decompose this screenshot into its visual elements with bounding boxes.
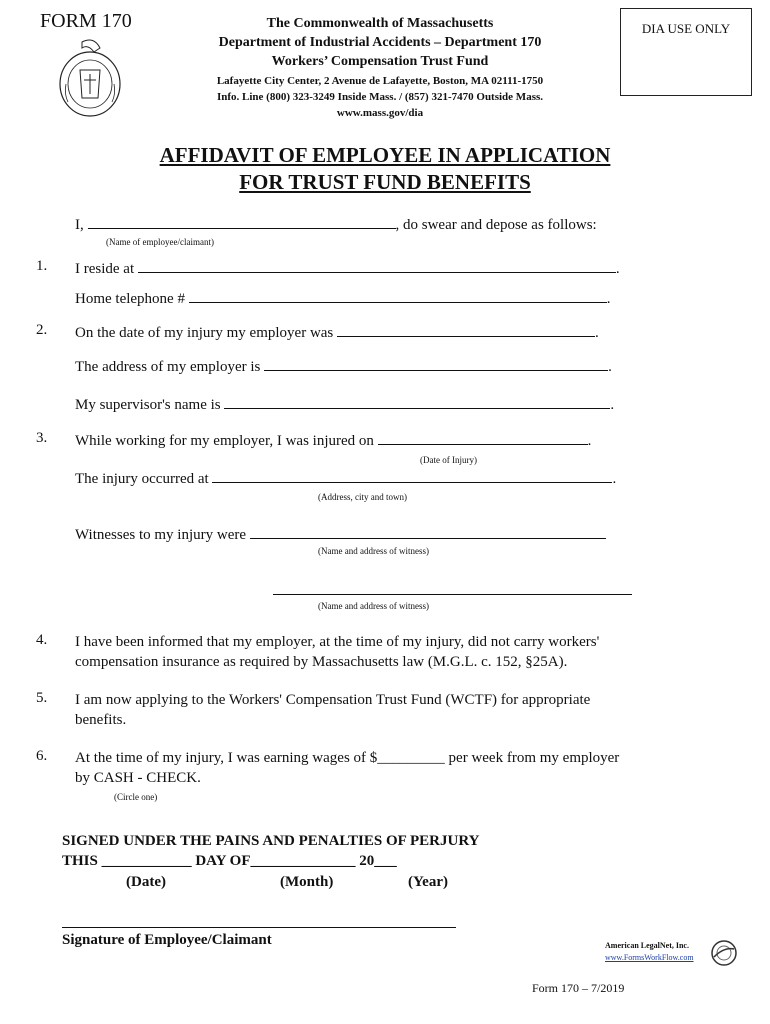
date-label: (Date): [126, 874, 166, 890]
header-line-phone: Info. Line (800) 323-3249 Inside Mass. / (857) 321-7470 Outside Mass.: [216, 91, 544, 103]
item-4-line-2: compensation insurance as required by Massachusetts law (M.G.L. c. 152, §25A).: [75, 654, 568, 670]
signing-date-line: THIS ____________ DAY OF______________ 20___: [62, 853, 397, 869]
form-number: FORM 170: [40, 10, 132, 32]
globe-icon: [710, 939, 738, 967]
header-line-website: www.mass.gov/dia: [336, 107, 424, 119]
item-number-2: 2.: [36, 322, 48, 338]
home-telephone-field[interactable]: [189, 288, 607, 303]
item-number-5: 5.: [36, 690, 48, 706]
dia-use-only-label: DIA USE ONLY: [641, 21, 731, 36]
employee-name-field[interactable]: [88, 214, 396, 229]
massachusetts-seal-icon: [54, 34, 126, 120]
item-number-4: 4.: [36, 632, 48, 648]
item-5-line-2: benefits.: [75, 712, 127, 728]
header-line-address: Lafayette City Center, 2 Avenue de Lafayette, Boston, MA 02111-1750: [216, 75, 544, 87]
witness-2-caption: (Name and address of witness): [318, 601, 429, 611]
employee-name-caption: (Name of employee/claimant): [106, 237, 214, 247]
injured-on-label: While working for my employer, I was injured on: [75, 433, 374, 449]
header-line-department: Department of Industrial Accidents – Department 170: [218, 35, 542, 50]
witness-2-field[interactable]: [273, 593, 632, 595]
employer-address-label: The address of my employer is: [75, 359, 261, 375]
occurred-at-line: The injury occurred at .: [75, 468, 616, 488]
year-label: (Year): [408, 874, 448, 890]
reside-line: I reside at .: [75, 258, 620, 278]
title-line-2: FOR TRUST FUND BENEFITS: [239, 170, 531, 194]
header-line-commonwealth: The Commonwealth of Massachusetts: [266, 16, 494, 31]
month-label: (Month): [280, 874, 334, 890]
intro-suffix: , do swear and depose as follows:: [395, 217, 597, 233]
phone-label: Home telephone #: [75, 291, 185, 307]
item-6-line-1: At the time of my injury, I was earning wages of $_________ per week from my employer: [75, 750, 620, 766]
item-6-line-2: by CASH - CHECK.: [75, 770, 201, 786]
witnesses-label: Witnesses to my injury were: [75, 527, 247, 543]
agency-header: [160, 14, 600, 121]
residence-field[interactable]: [138, 258, 616, 273]
witnesses-line: [75, 524, 606, 544]
item-number-3: 3.: [36, 430, 48, 446]
supervisor-line: My supervisor's name is .: [75, 394, 614, 414]
dia-use-only-box: [620, 8, 752, 96]
logo-company-name: American LegalNet, Inc.: [605, 941, 689, 950]
witness-1-caption: (Name and address of witness): [318, 546, 429, 556]
intro-line: [75, 214, 597, 234]
logo-website-link[interactable]: www.FormsWorkFlow.com: [605, 953, 694, 962]
item-5-line-1: I am now applying to the Workers' Compensation Trust Fund (WCTF) for appropriate: [75, 692, 591, 708]
form-revision-footer: Form 170 – 7/2019: [532, 981, 625, 995]
header-line-trust-fund: Workers’ Compensation Trust Fund: [271, 54, 489, 69]
supervisor-name-field[interactable]: [224, 394, 610, 409]
item-number-6: 6.: [36, 748, 48, 764]
signature-field[interactable]: [62, 926, 456, 928]
intro-prefix: I,: [75, 217, 84, 233]
reside-label: I reside at: [75, 261, 135, 277]
item-6-text: [75, 748, 735, 788]
occurred-at-label: The injury occurred at: [75, 471, 209, 487]
item-4-line-1: I have been informed that my employer, at the time of my injury, did not carry workers': [75, 634, 600, 650]
employer-address-line: The address of my employer is .: [75, 356, 612, 376]
american-legalnet-logo: [602, 938, 740, 968]
employer-address-field[interactable]: [264, 356, 608, 371]
date-of-injury-field[interactable]: [378, 430, 588, 445]
injury-location-caption: (Address, city and town): [318, 492, 407, 502]
witness-1-field[interactable]: [250, 524, 606, 539]
employer-line: On the date of my injury my employer was .: [75, 322, 599, 342]
injury-location-field[interactable]: [212, 468, 612, 483]
employer-label: On the date of my injury my employer was: [75, 325, 334, 341]
phone-line: Home telephone # .: [75, 288, 610, 308]
item-number-1: 1.: [36, 258, 48, 274]
form-title: [0, 142, 770, 196]
circle-one-caption: (Circle one): [114, 792, 158, 802]
employer-field[interactable]: [337, 322, 595, 337]
title-line-1: AFFIDAVIT OF EMPLOYEE IN APPLICATION: [159, 143, 611, 167]
injured-on-line: While working for my employer, I was injured on .: [75, 430, 591, 450]
date-of-injury-caption: (Date of Injury): [420, 455, 477, 465]
supervisor-label: My supervisor's name is: [75, 397, 221, 413]
signature-label: Signature of Employee/Claimant: [62, 932, 272, 948]
item-5-text: [75, 690, 715, 730]
item-4-text: [75, 632, 715, 672]
signed-under-perjury: SIGNED UNDER THE PAINS AND PENALTIES OF PERJURY: [62, 833, 480, 849]
